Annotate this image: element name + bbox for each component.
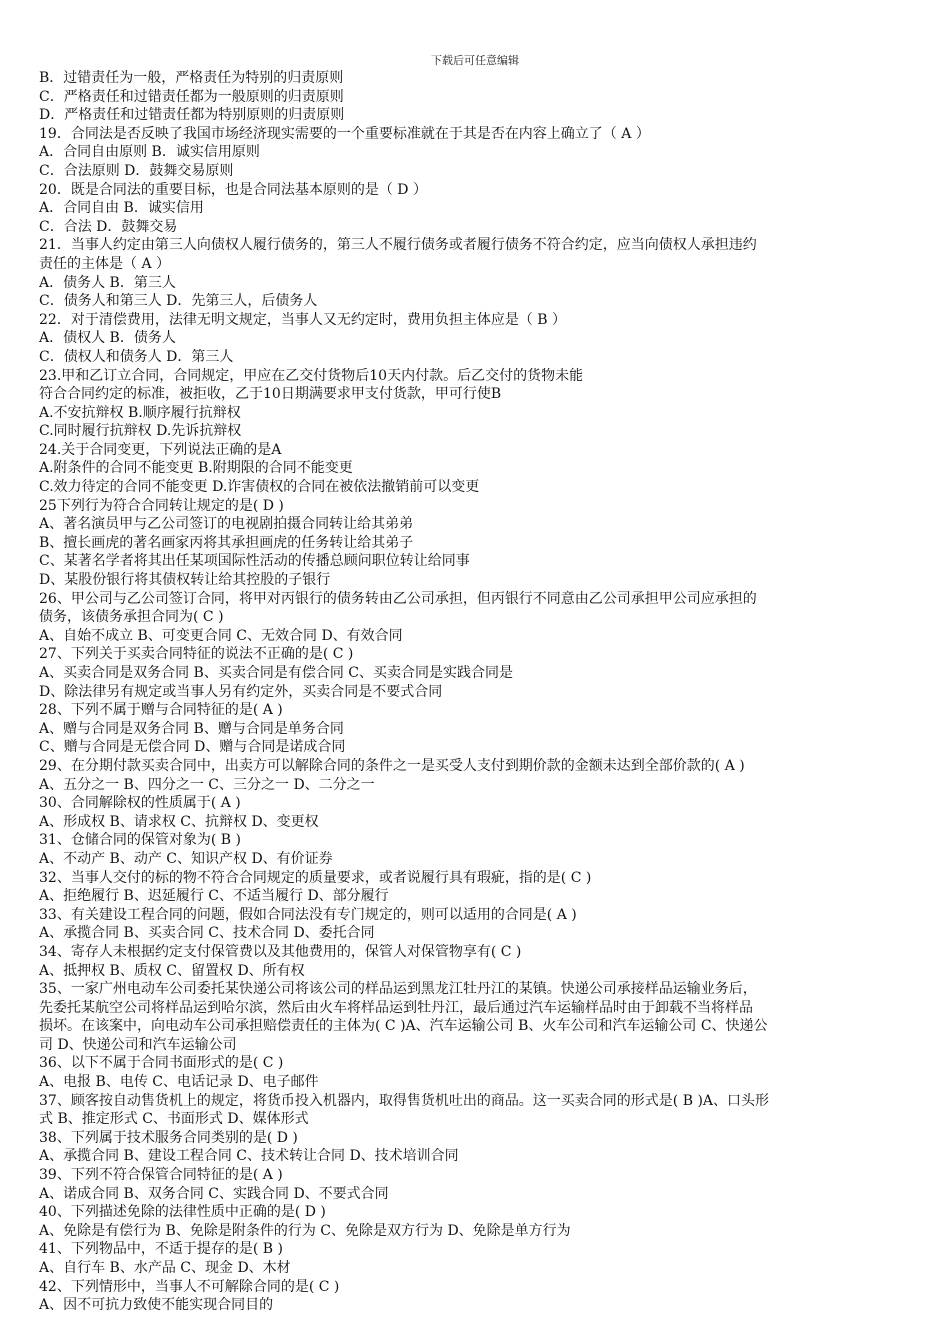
text-line: A、诺成合同 B、双务合同 C、实践合同 D、不要式合同 <box>39 1185 389 1202</box>
text-line: 32、当事人交付的标的物不符合合同规定的质量要求，或者说履行具有瑕疵，指的是( C ) <box>39 869 592 886</box>
text-line: 39、下列不符合保管合同特征的是( A ) <box>39 1167 283 1184</box>
text-line: 40、下列描述免除的法律性质中正确的是( D ) <box>39 1204 326 1221</box>
text-line: A、五分之一 B、四分之一 C、三分之一 D、二分之一 <box>39 776 375 793</box>
text-line: A、承揽合同 B、买卖合同 C、技术合同 D、委托合同 <box>39 925 375 942</box>
text-line: 责任的主体是（ A ） <box>39 255 171 272</box>
text-line: C．债权人和债务人 D．第三人 <box>39 348 234 365</box>
text-line: C、赠与合同是无偿合同 D、赠与合同是诺成合同 <box>39 739 346 756</box>
text-line: A、自始不成立 B、可变更合同 C、无效合同 D、有效合同 <box>39 627 403 644</box>
text-line: A、因不可抗力致使不能实现合同目的 <box>39 1297 274 1314</box>
text-line: A、赠与合同是双务合同 B、赠与合同是单务合同 <box>39 720 344 737</box>
text-line: A、承揽合同 B、建设工程合同 C、技术转让合同 D、技术培训合同 <box>39 1148 459 1165</box>
text-line: D．严格责任和过错责任都为特别原则的归责原则 <box>39 107 345 124</box>
text-line: B、擅长画虎的著名画家丙将其承担画虎的任务转让给其弟子 <box>39 534 414 551</box>
text-line: A.附条件的合同不能变更 B.附期限的合同不能变更 <box>39 460 353 477</box>
text-line: A、电报 B、电传 C、电话记录 D、电子邮件 <box>39 1074 319 1091</box>
text-line: 33、有关建设工程合同的问题，假如合同法没有专门规定的，则可以适用的合同是( A ) <box>39 906 577 923</box>
text-line: 20．既是合同法的重要目标，也是合同法基本原则的是（ D ） <box>39 181 427 198</box>
text-line: C.效力待定的合同不能变更 D.诈害债权的合同在被依法撤销前可以变更 <box>39 479 480 496</box>
text-line: 21．当事人约定由第三人向债权人履行债务的，第三人不履行债务或者履行债务不符合约定，应当向债权人承担违约 <box>39 237 757 254</box>
text-line: 36、以下不属于合同书面形式的是( C ) <box>39 1055 284 1072</box>
text-line: 损坏。在该案中，向电动车公司承担赔偿责任的主体为( C )A、汽车运输公司 B、火车公司和汽车运输公司 C、快递公 <box>39 1018 768 1035</box>
text-line: 29、在分期付款买卖合同中，出卖方可以解除合同的条件之一是买受人支付到期价款的金额未达到全部价款的( A ) <box>39 757 745 774</box>
text-line: 34、寄存人未根据约定支付保管费以及其他费用的，保管人对保管物享有( C ) <box>39 943 522 960</box>
text-line: A、形成权 B、请求权 C、抗辩权 D、变更权 <box>39 813 319 830</box>
text-line: 25下列行为符合合同转让规定的是( D ) <box>39 497 284 514</box>
text-line: C．合法原则 D．鼓舞交易原则 <box>39 162 234 179</box>
text-line: A、抵押权 B、质权 C、留置权 D、所有权 <box>39 962 305 979</box>
text-line: B．过错责任为一般，严格责任为特别的归责原则 <box>39 70 344 86</box>
text-line: C.同时履行抗辩权 D.先诉抗辩权 <box>39 423 242 440</box>
text-line: A.不安抗辩权 B.顺序履行抗辩权 <box>39 404 241 421</box>
text-line: 27、下列关于买卖合同特征的说法不正确的是( C ) <box>39 646 354 663</box>
text-line: C．严格责任和过错责任都为一般原则的归责原则 <box>39 88 344 105</box>
text-line: A．债务人 B．第三人 <box>39 274 176 291</box>
text-line: A、免除是有偿行为 B、免除是附条件的行为 C、免除是双方行为 D、免除是单方行为 <box>39 1222 571 1239</box>
text-line: 24.关于合同变更，下列说法正确的是A <box>39 441 282 458</box>
text-line: A、买卖合同是双务合同 B、买卖合同是有偿合同 C、买卖合同是实践合同是 <box>39 665 514 681</box>
text-line: 26、甲公司与乙公司签订合同，将甲对丙银行的债务转由乙公司承担，但丙银行不同意由乙公司承担甲公司应承担的 <box>39 590 757 607</box>
text-line: 先委托某航空公司将样品运到哈尔滨，然后由火车将样品运到牡丹江，最后通过汽车运输样品时由于卸载不当将样品 <box>39 999 753 1016</box>
text-line: 31、仓储合同的保管对象为( B ) <box>39 832 241 849</box>
text-line: 式 B、推定形式 C、书面形式 D、媒体形式 <box>39 1111 309 1128</box>
text-line: A．债权人 B．债务人 <box>39 330 176 347</box>
text-line: A、著名演员甲与乙公司签订的电视剧拍摄合同转让给其弟弟 <box>39 516 414 533</box>
text-line: 42、下列情形中，当事人不可解除合同的是( C ) <box>39 1278 340 1295</box>
text-line: 22．对于清偿费用，法律无明文规定，当事人又无约定时，费用负担主体应是（ B ） <box>39 311 567 328</box>
text-line: A、自行车 B、水产品 C、现金 D、木材 <box>39 1260 291 1276</box>
text-line: C、某著名学者将其出任某项国际性活动的传播总顾问职位转让给同事 <box>39 553 470 570</box>
text-line: C．合法 D．鼓舞交易 <box>39 218 178 235</box>
text-line: 30、合同解除权的性质属于( A ) <box>39 795 241 812</box>
text-line: 司 D、快递公司和汽车运输公司 <box>39 1036 237 1053</box>
text-line: 28、下列不属于赠与合同特征的是( A ) <box>39 702 283 719</box>
text-line: A．合同自由原则 B．诚实信用原则 <box>39 144 260 161</box>
text-line: C．债务人和第三人 D．先第三人，后债务人 <box>39 293 318 310</box>
text-line: A．合同自由 B．诚实信用 <box>39 200 204 217</box>
text-line: 38、下列属于技术服务合同类别的是( D ) <box>39 1129 298 1146</box>
text-line: A、不动产 B、动产 C、知识产权 D、有价证券 <box>39 850 333 867</box>
text-line: 19．合同法是否反映了我国市场经济现实需要的一个重要标准就在于其是否在内容上确立了（ A ） <box>39 125 650 142</box>
text-line: 债务，该债务承担合同为( C ) <box>39 609 224 626</box>
text-line: 41、下列物品中，不适于提存的是( B ) <box>39 1241 283 1258</box>
text-line: D、除法律另有规定或当事人另有约定外，买卖合同是不要式合同 <box>39 683 443 700</box>
text-line: 符合合同约定的标准，被拒收，乙于10日期满要求甲支付货款，甲可行使B <box>39 386 502 403</box>
page-header: 下载后可任意编辑 <box>431 54 519 67</box>
document-body <box>39 69 917 1315</box>
text-line: 23.甲和乙订立合同，合同规定，甲应在乙交付货物后10天内付款。后乙交付的货物未能 <box>39 367 584 384</box>
text-line: A、拒绝履行 B、迟延履行 C、不适当履行 D、部分履行 <box>39 888 389 905</box>
text-line: 37、顾客按自动售货机上的规定，将货币投入机器内，取得售货机吐出的商品。这一买卖合同的形式是( B )A、口头形 <box>39 1092 770 1109</box>
text-line: 35、一家广州电动车公司委托某快递公司将该公司的样品运到黑龙江牡丹江的某镇。快递公司承接样品运输业务后， <box>39 981 757 998</box>
text-line: D、某股份银行将其债权转让给其控股的子银行 <box>39 572 331 589</box>
